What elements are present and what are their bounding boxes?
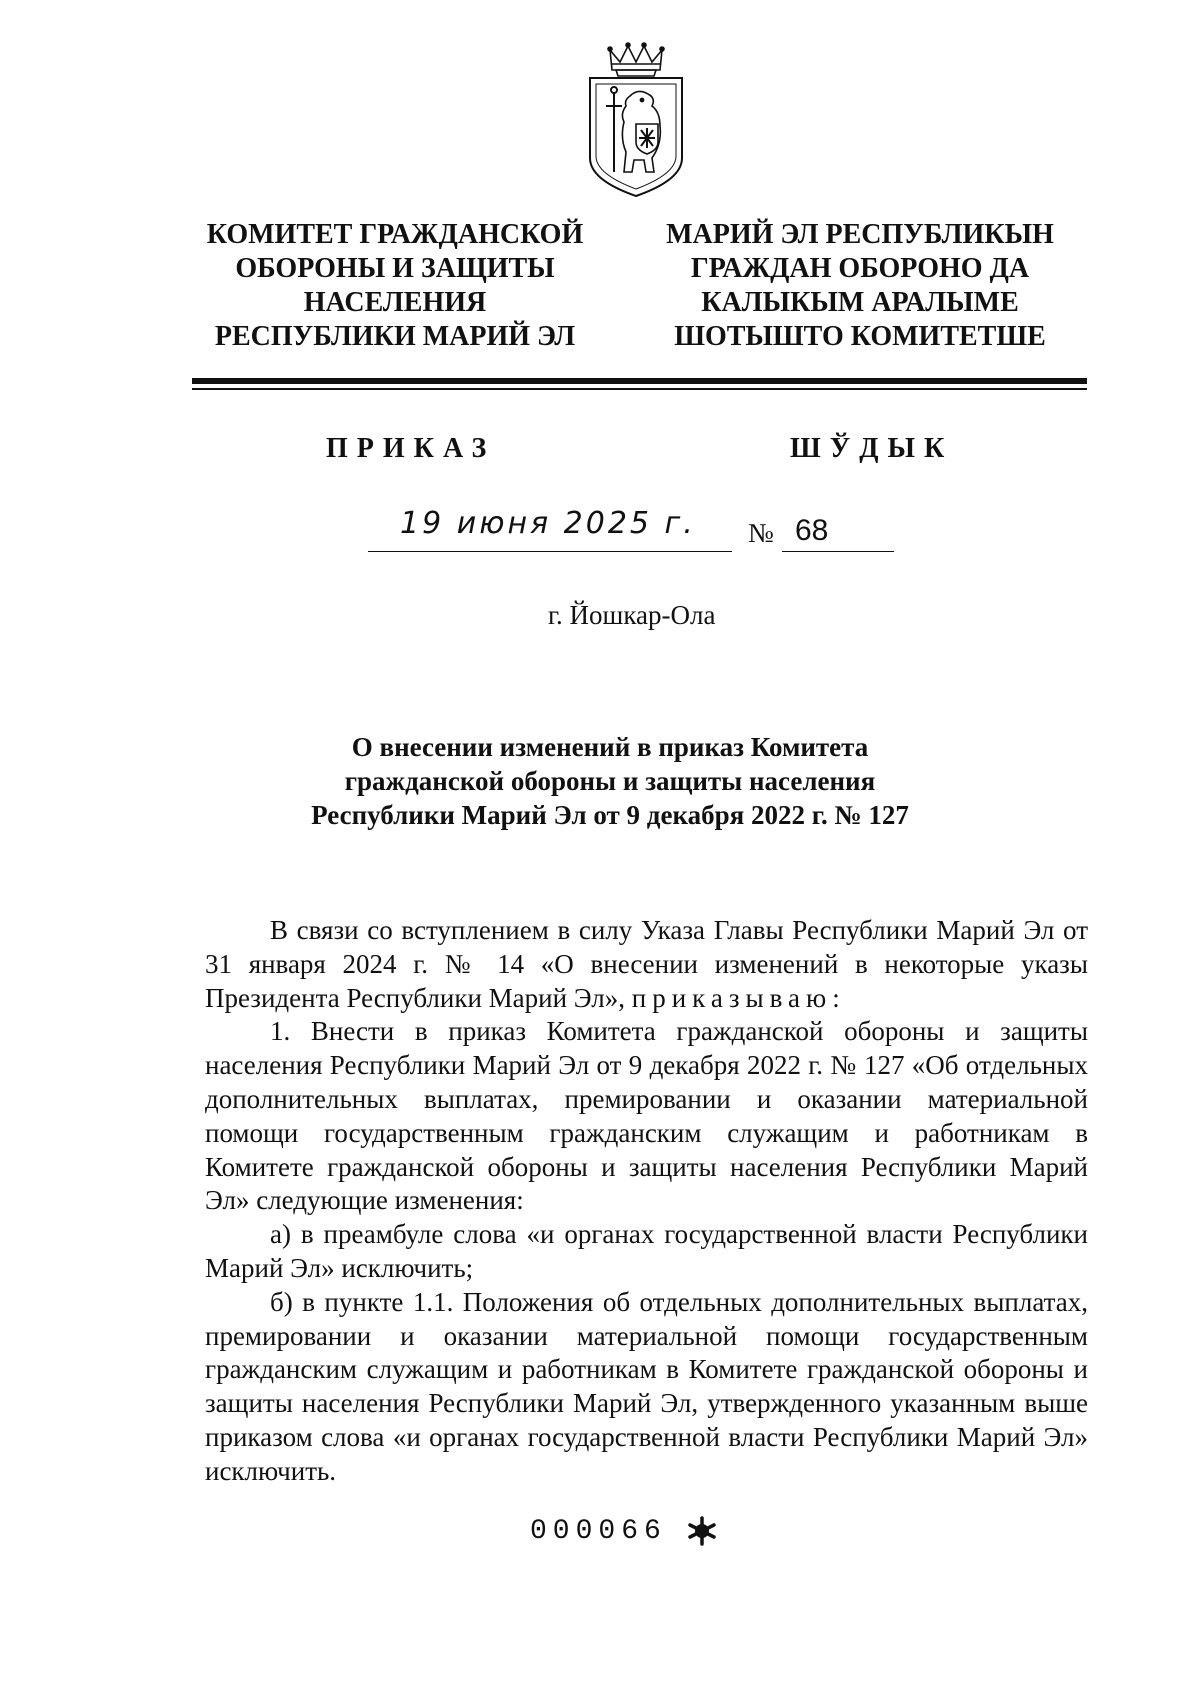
asterisk-stamp-icon [685, 1514, 719, 1548]
header-divider-thick [192, 378, 1087, 384]
header-left-line: КОМИТЕТ ГРАЖДАНСКОЙ [206, 219, 584, 250]
number-sign: № [748, 518, 774, 548]
crown-icon [608, 43, 664, 76]
header-right-mari [640, 218, 1080, 354]
handwritten-date: 19 июня 2025 г. [400, 506, 696, 541]
city-name: г. Йошкар-Ола [548, 600, 716, 630]
order-number: 68 [795, 514, 829, 547]
header-left-line: РЕСПУБЛИКИ МАРИЙ ЭЛ [214, 321, 576, 352]
header-divider-thin [192, 388, 1087, 390]
body-paragraph-item-b: б) в пункте 1.1. Положения об отдельных дополнительных выплатах, премировании и оказании материальной помощи государственным гражданским служащим и работникам в Комитете гражданской обороны и защиты населения Республики Марий Эл, утвержденного указанным выше приказом слова «и органах государственной власти Республики Марий Эл» исключить. [205, 1286, 1088, 1486]
coat-of-arms-emblem [580, 40, 692, 200]
spaced-order-word: приказываю: [631, 982, 846, 1013]
header-right-line: МАРИЙ ЭЛ РЕСПУБЛИКЫН [666, 219, 1054, 250]
document-body [205, 914, 1088, 1489]
header-left-line: НАСЕЛЕНИЯ [303, 287, 487, 318]
header-right-line: ГРАЖДАН ОБОРОНО ДА [690, 253, 1030, 284]
document-title [240, 730, 980, 832]
body-paragraph-preamble [205, 914, 1088, 1015]
date-underline [368, 551, 732, 552]
document-serial-number: 000066 [530, 1516, 667, 1547]
preamble-text: В связи со вступлением в силу Указа Главы Республики Марий Эл от 31 января 2024 г. № 14 «О внесении изменений в некоторые указы Президента Республики Марий Эл», [205, 915, 1088, 1013]
header-left-line: ОБОРОНЫ И ЗАЩИТЫ [235, 253, 555, 284]
title-line: О внесении изменений в приказ Комитета [351, 732, 869, 762]
header-right-line: КАЛЫКЫМ АРАЛЫМЕ [701, 287, 1019, 318]
ornament-shield-icon [636, 124, 658, 154]
order-word-mari: ШЎДЫК [790, 433, 954, 464]
header-left-russian [175, 218, 615, 354]
header-right-line: ШОТЫШТО КОМИТЕТШЕ [674, 321, 1046, 352]
body-paragraph-item-1: 1. Внести в приказ Комитета гражданской обороны и защиты населения Республики Марий Эл от 9 декабря 2022 г. № 127 «Об отдельных дополнительных выплатах, премировании и оказании материальной помощи государственным гражданским служащим и работникам в Комитете гражданской обороны и защиты населения Республики Марий Эл» следующие изменения: [205, 1016, 1088, 1216]
title-line: Республики Марий Эл от 9 декабря 2022 г. № 127 [311, 800, 909, 830]
order-word-russian: ПРИКАЗ [326, 433, 496, 464]
body-paragraph-item-a: а) в преамбуле слова «и органах государственной власти Республики Марий Эл» исключить; [205, 1219, 1088, 1283]
number-underline [782, 551, 894, 552]
title-line: гражданской обороны и защиты населения [344, 766, 876, 796]
